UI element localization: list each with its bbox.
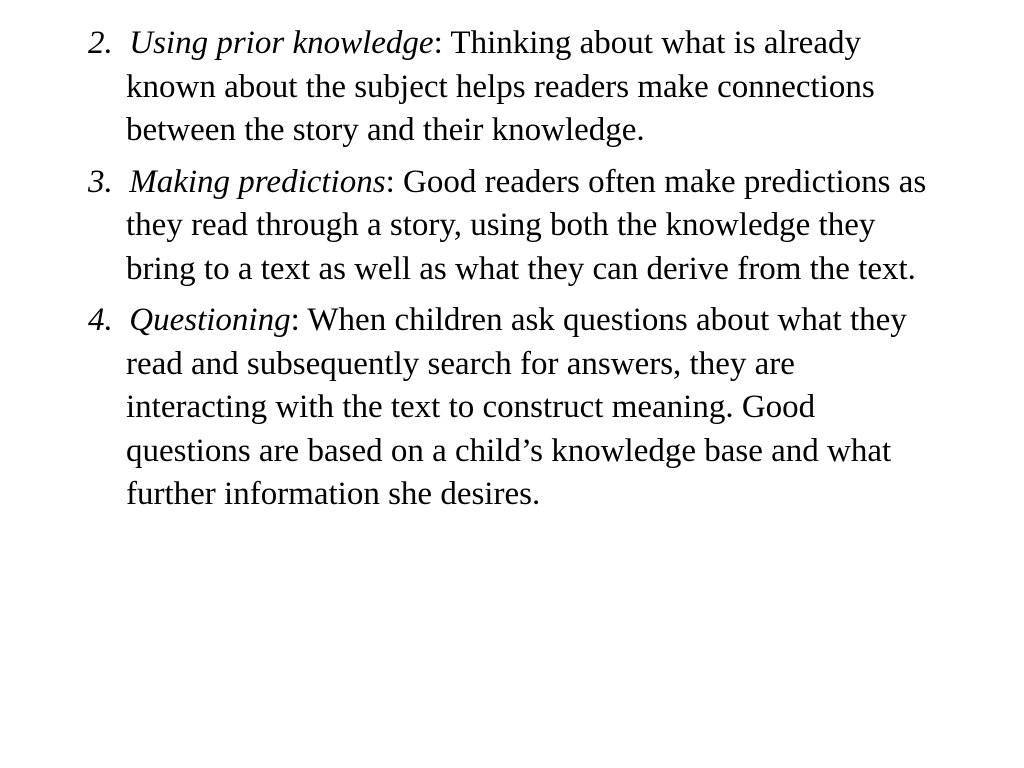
item-separator: :	[385, 163, 395, 200]
item-separator: :	[290, 302, 300, 338]
item-text: Thinking about what is already known about the subject helps readers make connections between the story and their knowledge.	[126, 25, 875, 148]
list-item-making-predictions	[88, 161, 928, 292]
item-text: Good readers often make predictions as they read through a story, using both the knowledge they bring to a text as well as what they can derive from the text.	[126, 163, 927, 287]
item-text: When children ask questions about what they read and subsequently search for answers, they are interacting with the text to construct meaning. Good questions are based on a child’s knowledge base and what further information she desires.	[126, 302, 907, 512]
item-separator: :	[433, 25, 443, 61]
item-number: 3.	[88, 163, 113, 200]
slide-content	[88, 22, 928, 525]
item-number: 4.	[88, 302, 113, 338]
item-term: Using prior knowledge	[129, 25, 434, 61]
list-item-prior-knowledge	[88, 22, 928, 153]
list-item-questioning	[88, 299, 928, 517]
item-term: Questioning	[129, 302, 291, 338]
item-number: 2.	[88, 25, 113, 61]
item-term: Making predictions	[129, 163, 386, 200]
